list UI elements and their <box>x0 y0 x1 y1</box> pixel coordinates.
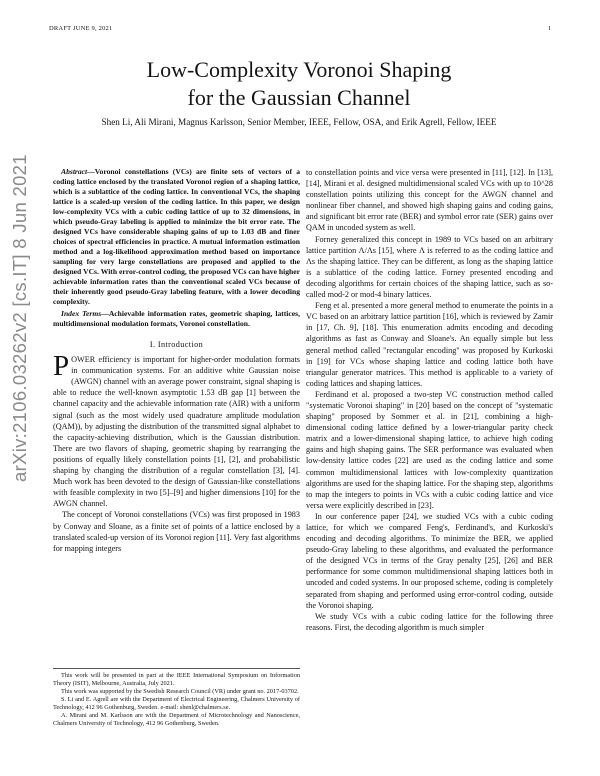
footnotes <box>53 668 300 728</box>
intro-paragraph-2: The concept of Voronoi constellations (VCs) was first proposed in 1983 by Conway and Sloane, as a finite set of points of a lattice enclosed by a translated scaled-up version of its Voronoi region [11]. Very fast algorithms for mapping integers <box>53 510 300 553</box>
paper-title <box>49 56 549 112</box>
intro-paragraph-1 <box>53 350 300 509</box>
right-paragraph-4: Ferdinand et al. proposed a two-step VC construction method called "systematic Voronoi shaping" in [20] based on the concept of "systematic shaping" proposed by Sommer et al. in [21], combining a high-dimensional coding lattice defined by a lower-triangular parity check matrix and a lower-dimensional shaping lattice, to achieve high coding gains and high shaping gains. The SER performance was evaluated when low-density lattice codes [22] are used as the coding lattice and some common multidimensional lattices with low-complexity quantization algorithms are used for the shaping lattice. For the shaping step, algorithms to map the integers to points in VCs with a cubic coding lattice and vice versa were explicitly described in [23]. <box>306 389 553 510</box>
drop-cap-letter: P <box>53 350 70 383</box>
index-terms <box>53 309 300 329</box>
right-paragraph-5: In our conference paper [24], we studied VCs with a cubic coding lattice, for which we compared Feng's, Ferdinand's, and Kurkoski's encoding and decoding algorithms. To minimize the BER, we applied pseudo-Gray labeling to these algorithms, and evaluated the performance of the designed VCs in terms of the Gray penalty [25], [26] and BER performance for some common multidimensional shaping lattices both in uncoded and coded systems. In our proposed scheme, coding is completely separated from shaping and performed using error-control coding, outside the Voronoi shaping. <box>306 511 553 610</box>
first-word-rest: OWER <box>71 355 96 365</box>
abstract-text: —Voronoi constellations (VCs) are finite sets of vectors of a coding lattice enclosed by the translated Voronoi region of a shaping lattice, which is a sublattice of the coding lattice. In conventional VCs, the shaping lattice is a scaled-up version of the coding lattice. In this paper, we design low-complexity VCs with a cubic coding lattice of up to 32 dimensions, in which pseudo-Gray labeling is applied to minimize the bit error rate. The designed VCs have considerable shaping gains of up to 1.03 dB and finer choices of spectral efficiencies in practice. A mutual information estimation method and a log-likelihood approximation method based on importance sampling for very large constellations are proposed and applied to the designed VCs. With error-control coding, the proposed VCs can have higher achievable information rates than the conventional scaled VCs because of their inherently good pseudo-Gray labeling feature, with a lower decoding complexity. <box>53 167 300 306</box>
footnote-presentation: This work will be presented in part at the IEEE International Symposium on Information Theory (ISIT), Melbourne, Australia, July 2021. <box>53 672 300 687</box>
right-paragraph-6: We study VCs with a cubic coding lattice for the following three reasons. First, the decoding algorithm is much simpler <box>306 611 553 632</box>
section-heading-introduction: I. Introduction <box>149 340 204 349</box>
index-terms-lead: Index Terms <box>61 309 102 318</box>
right-paragraph-1: to constellation points and vice versa were presented in [11], [12]. In [13], [14], Mirani et al. designed multidimensional scaled VCs with up to 10^28 constellation points utilizing this concept for the AWGN channel and nonlinear fiber channel, and showed high shaping gains and coding gains, and significant bit error rate (BER) and symbol error rate (SER) gains over QAM in uncoded system as well. <box>306 168 553 233</box>
right-column <box>306 167 553 633</box>
footnote-affiliation-2: A. Mirani and M. Karlsson are with the Department of Microtechnology and Nanoscience, Chalmers University of Technology, 412 96 Gothenburg, Sweden. <box>53 712 300 727</box>
abstract <box>53 167 300 307</box>
intro-paragraph-1-text: efficiency is important for higher-order modulation formats in communication systems. For an additive white Gaussian noise (AWGN) channel with an average power constraint, signal shaping is able to reduce the well-known asymptotic 1.53 dB gap [1] between the channel capacity and the achievable information rate (AIR) with a uniform signal (such as the most widely used quadrature amplitude modulation (QAM)), by adjusting the distribution of the transmitted signal alphabet to the capacity-achieving distribution, which is the Gaussian distribution. There are two flavors of shaping, geometric shaping by rearranging the positions of equally likely constellation points [1], [2], and probabilistic shaping by changing the distribution of a regular constellation [3], [4]. Much work has been devoted to the design of Gaussian-like constellations with feasible complexity in two [5]–[9] and higher dimensions [10] for the AWGN channel. <box>53 355 300 509</box>
abstract-lead: Abstract <box>61 167 88 176</box>
title-line-2: for the Gaussian Channel <box>187 85 411 110</box>
footnote-affiliation-1: S. Li and E. Agrell are with the Department of Electrical Engineering, Chalmers University of Technology, 412 96 Gothenburg, Sweden. e-mail: shenl@chalmers.se. <box>53 696 300 711</box>
page-number: 1 <box>548 25 552 32</box>
title-line-1: Low-Complexity Voronoi Shaping <box>146 57 452 82</box>
footnote-funding: This work was supported by the Swedish Research Council (VR) under grant no. 2017-03702. <box>61 688 299 695</box>
right-paragraph-2: Forney generalized this concept in 1989 to VCs based on an arbitrary lattice partition Λ/Λs [15], where Λ is referred to as the coding lattice and Λs the shaping lattice. They can be different, as long as the shaping lattice is a sublattice of the coding lattice. Forney presented encoding and decoding algorithms for certain choices of the shaping lattice, such as so-called mod-2 or mod-4 binary lattices. <box>306 234 553 300</box>
right-paragraph-3: Feng et al. presented a more general method to enumerate the points in a VC based on an arbitrary lattice partition [16], which is reviewed by Zamir in [17, Ch. 9], [18]. This enumeration admits encoding and decoding algorithms as fast as Conway and Sloane's. An equally simple but less general method called "rectangular encoding" was proposed by Kurkoski in [19] for VCs whose shaping lattice and coding lattice both have triangular generator matrices. This method is applicable to a variety of coding lattices and shaping lattices. <box>306 301 553 388</box>
left-column <box>53 167 300 554</box>
arxiv-identifier-stamp: arXiv:2106.03262v2 [cs.IT] 8 Jun 2021 <box>9 154 30 482</box>
draft-date-header: DRAFT JUNE 9, 2021 <box>49 25 113 32</box>
author-list: Shen Li, Ali Mirani, Magnus Karlsson, Senior Member, IEEE, Fellow, OSA, and Erik Agrell, Fellow, IEEE <box>101 117 497 127</box>
index-terms-text: —Achievable information rates, geometric shaping, lattices, multidimensional modulation formats, Voronoi constellation. <box>53 309 301 328</box>
